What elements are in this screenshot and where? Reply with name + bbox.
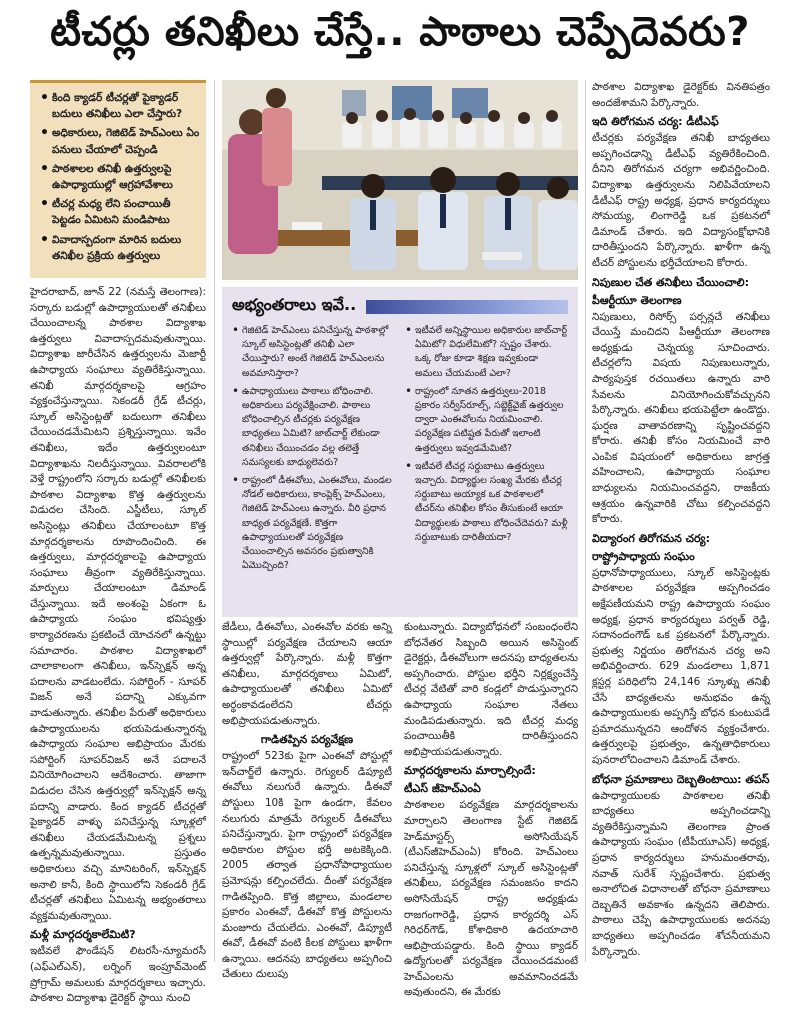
title-gradient-bar bbox=[366, 300, 568, 314]
article-paragraph: పాఠశాలల పర్యవేక్షణ మార్గదర్శకాలను మార్చాలని తెలంగాణ స్టేట్ గెజిటెడ్ హెడ్‌మాస్టర్స్ అసోసియేషన్ (టీఎస్‌జీహెచ్ఎంఏ) కోరింది. హెచ్ఎంలు పనిచేస్తున్న స్కూళ్లలో స్కూల్ అసిస్టెంట్లతో తనిఖీలు, పర్యవేక్షణ సమంజసం కాదని అసోసియేషన్ రాష్ట్ర అధ్యక్షుడు రాజగంగారెడ్డి, ప్రధాన కార్యదర్శి ఎస్ గిరిధర్‌గౌడ్, కోశాధికారి ఉదయాచారి ఆభిప్రాయపడ్డారు. కింది స్థాయి క్యాడర్ ఉద్యోగులతో పర్యవేక్షణ చేయించడమంటే హెచ్ఎంలను అవమానించడమే అవుతుందని, ఈ మేరకు bbox=[404, 799, 578, 999]
section-heading: ఇది తిరోగమన చర్య: డీటీఎఫ్ bbox=[592, 115, 719, 129]
article-column-1 bbox=[30, 285, 206, 1009]
objection-item: • ఇటీవలే అన్నిస్థాయిల అధికారుల జాబ్‌చార్ట్ ఏమిటో? విధులేమిటో? స్పష్టం చేశారు. ఒక్క రోజు కూడా శిక్షణ ఇవ్వకుండా అమలు చేయమంటే ఎలా? bbox=[405, 324, 568, 381]
article-paragraph: రాష్ట్రంలో 523కు పైగా ఎంఈవో పోస్టుల్లో ఇన్‌చార్జ్‌లే ఉన్నారు. రెగ్యులర్ డిప్యూటీ ఈవోలు నలుగురే ఉన్నారు. డీఈవో పోస్టులు 10కి పైగా ఉండగా, కేవలం నలుగురు మాత్రమే రెగ్యులర్ డీఈవోలు పనిచేస్తున్నారు. పైగా రాష్ట్రంలో పర్యవేక్షణ అధికారుల పోస్టుల భర్తీ అటకెక్కింది. 2005 తర్వాత ప్రధానోపాధ్యాయుల ప్రమోషన్లు కల్పించలేదు. దీంతో పర్యవేక్షణ గాడితప్పింది. కొత్త జిల్లాలు, మండలాల ప్రకారం ఎంఈవో, డీఈవో కొత్త పోస్టులను మంజూరు చేయలేదు. ఎంఈవో, డిప్యూటీ ఈవో, డీఈవో వంటి కీలక పోస్టులు ఖాళీగా ఉన్నాయి. ఆదనపు బాధ్యతలు అప్పగించి చేతులు దులుపు bbox=[222, 750, 392, 981]
section-heading: బోధనా ప్రమాణాలు దెబ్బతింటాయి: తపస్ bbox=[592, 772, 770, 786]
highlight-item: • వివాదాస్పదంగా మారిన బదులు తనిఖీల ప్రక్రియ ఉత్తర్వులు bbox=[40, 232, 200, 264]
highlight-item: • కింది క్యాడర్ టీచర్లతో పైక్యాడర్ బదులు తనిఖీలు ఎలా చేస్తారు? bbox=[40, 90, 200, 122]
section-subheading: రాష్ట్రోపాధ్యాయ సంఘం bbox=[592, 549, 695, 563]
highlight-item: • అధికారులు, గెజిటెడ్ హెచ్ఎంలు ఏం పనులు చేయాలో చెప్పండి bbox=[40, 125, 200, 157]
objection-item: • రాష్ట్రంలో డీఈవోలు, ఎంఈవోలు, మండల నోడల్ అధికారులు, కాంప్లెక్స్ హెచ్ఎంలు, గెజిటెడ్ హెచ్ఎంలు ఉన్నారు. వీరి ప్రధాన బాధ్యత పర్యవేక్షణే. కొత్తగా ఉపాధ్యాయులతో పర్యవేక్షణ చేయించాల్సిన అవసరం ప్రభుత్వానికి ఏమొచ్చింది? bbox=[232, 474, 395, 573]
objections-box bbox=[222, 287, 578, 617]
section-heading: మార్గదర్శకాలను మార్చాల్సిందే: bbox=[404, 764, 536, 778]
objection-item: • ఇటీవలే టీచర్ల సర్దుబాటు ఉత్తర్వులు ఇచ్చారు. విద్యార్థుల సంఖ్య మేరకు టీచర్ల సర్దుబాటు అయ్యాక ఒక పాఠశాలలో టీచర్‌ను తనిఖీల కోసం తీసుకుంటే ఆయా విద్యార్థులకు పాఠాలు బోధించేదెవరు? మళ్లీ సర్దుబాటుకు దారితీయదా? bbox=[405, 460, 568, 545]
article-paragraph: పాఠశాల విద్యాశాఖ డైరెక్టర్‌కు వినతిపత్రం అందజేశామని పేర్కొన్నారు. bbox=[592, 81, 770, 109]
section-heading: గాడితప్పిన పర్యవేక్షణ bbox=[260, 733, 354, 747]
highlights-box bbox=[30, 80, 206, 278]
column-rule bbox=[585, 80, 586, 962]
section-heading: మళ్లీ మార్గదర్శకాలేమిటి? bbox=[30, 928, 136, 942]
headline: టీచర్లు తనిఖీలు చేస్తే.. పాఠాలు చెప్పేదెవరు? bbox=[50, 9, 750, 55]
classroom-illustration bbox=[222, 80, 578, 280]
objections-right-list bbox=[405, 324, 568, 577]
objections-columns bbox=[232, 324, 568, 577]
section-subheading: పీఆర్టీయూ తెలంగాణ bbox=[592, 293, 682, 307]
classroom-photo bbox=[222, 80, 578, 280]
article-paragraph: జేడీలు, డీఈవోలు, ఎంఈవోల వరకు అన్ని స్థాయిల్లో పర్యవేక్షణ చేయాలని ఆయా ఉత్తర్వుల్లో పేర్కొన్నారు. మళ్లీ కొత్తగా తనిఖీలు, మార్గదర్శకాలు ఏమిటో, ఉపాధ్యాయులతో తనిఖీలు ఏమిటో అర్థంకావడంలేదని టీచర్లు అభిప్రాయపడుతున్నారు. bbox=[222, 621, 392, 727]
article-paragraph: ఇటీవలే ఫౌండేషన్ లిటరసీ-న్యూమరసీ (ఎఫ్ఎల్ఎన్), లర్నింగ్ ఇంప్రూవ్‌మెంట్ ప్రోగ్రామ్ అమలుకు మార్గదర్శకాలు ఇచ్చారు. పాఠశాల విద్యాశాఖ డైరెక్టర్ స్థాయి నుంచి bbox=[30, 945, 206, 1005]
highlight-item: • టీచర్ల మధ్య లేని పంచాయితీ పెట్టడం ఏమిటని మండిపాటు bbox=[40, 196, 200, 228]
objection-item: • గెజిటెడ్ హెచ్ఎంలు పనిచేస్తున్న పాఠశాల్లో స్కూల్ అసిస్టెంట్లతో తనిఖీ ఎలా చేయిస్తారు? అంటే గెజిటెడ్ హెచ్ఎంలను అవమానిస్తారా? bbox=[232, 324, 395, 381]
article-column-3 bbox=[404, 620, 578, 1003]
objection-item: • రాష్ట్రంలో నూతన ఉత్తర్వులు-2018 ప్రకారం సర్వీస్‌రూల్స్, సబ్జెక్ట్‌వైజ్ ఉత్తర్వుల ద్వారా ఎంఈవోలను నియమించాలి. పర్యవేక్షణ పటిష్టత పేరుతో ఇలాంటి ఉత్తర్వులు ఇవ్వడమేమిటి? bbox=[405, 385, 568, 456]
column-rule bbox=[214, 80, 215, 962]
highlights-list bbox=[40, 90, 200, 264]
article-column-4 bbox=[592, 80, 770, 962]
highlight-item: • పాఠశాలల తనిఖీ ఉత్తర్వులపై ఉపాధ్యాయుల్లో ఆగ్రహావేశాలు bbox=[40, 161, 200, 193]
section-heading: విద్యారంగ తిరోగమన చర్య: bbox=[592, 531, 710, 545]
article-paragraph: కుంటున్నారు. విద్యాబోధనలో సంబంధంలేని బోధనేతర సిబ్బంది అయిన అసిస్టెంట్ డైరెక్టర్లు, డీఈవోలుగా అదనపు బాధ్యతలను అప్పగించారు. పోస్టుల భర్తీని నిర్లక్ష్యంచేస్తే టీచర్ల వేటితో వారి కండ్లలో పొడుస్తున్నారని ఉపాధ్యాయ సంఘాల నేతలు మండిపడుతున్నారు. ఇది టీచర్ల మధ్య పంచాయితీకి దారితీస్తుందని అభిప్రాయపడుతున్నారు. bbox=[404, 621, 578, 758]
article-paragraph: హైదరాబాద్, జూన్ 22 (నమస్తే తెలంగాణ): సర్కారు బడుల్లో ఉపాధ్యాయులతో తనిఖీలు చేయించాలన్న పాఠశాల విద్యాశాఖ ఉత్తర్వులు వివాదాస్పదమవుతున్నాయి. విద్యాశాఖ జారీచేసిన ఉత్తర్వులను మెజార్టీ ఉపాధ్యాయ సంఘాలు వ్యతిరేకిస్తున్నాయి. తనిఖీ మార్గదర్శకాలపై ఆగ్రహం వ్యక్తంచేస్తున్నాయి. సెకండరీ గ్రేడ్ టీచర్లు, స్కూల్ అసిస్టెంట్లతో బదులుగా తనిఖీలు చేయించడమేమిటని ప్రశ్నిస్తున్నాయి. ఇవేం తనిఖీలు, ఇదేం ఉత్తర్వులంటూ విద్యాశాఖను నిలదీస్తున్నాయి. వివరాలలోకి వెళ్తే రాష్ట్రంలోని సర్కారు బడుల్లో తనిఖీలకు పాఠశాల విద్యాశాఖ కొత్త ఉత్తర్వులను విడుదల చేసింది. ఎస్జీటీలు, స్కూల్ అసిస్టెంట్లు తనిఖీలు చేయాలంటూ కొత్త మార్గదర్శకాలను రూపొందించింది. ఈ ఉత్తర్వులు, మార్గదర్శకాలపై ఉపాధ్యాయ సంఘాలు తీవ్రంగా వ్యతిరేకిస్తున్నాయి. మార్పులు చేయాలంటూ డిమాండ్ చేస్తున్నాయి. ఇదే అంశంపై ఏకంగా ఓ ఉపాధ్యాయ సంఘం భవిష్యత్తు కార్యాచరణను ప్రకటించే యోచనలో ఉన్నట్టు సమాచారం. పాఠశాల విద్యాశాఖలో చాలాకాలంగా తనిఖీలు, ఇన్‌స్పెక్షన్ అన్న పదాలను వాడటంలేదు. సపోర్టింగ్ - సూపర్ విజన్ అనే పదాన్ని ఎక్కువగా వాడుతున్నారు. తనిఖీల పేరుతో అధికారులు ఉపాధ్యాయులను భయపెడుతున్నారన్న ఉపాధ్యాయ సంఘాల అభిప్రాయం మేరకు సపోర్టింగ్ సూపర్‌విజన్ అనే పదాలనే వినియోగించాలని ఆదేశించారు. తాజాగా విడుదల చేసిన ఉత్తర్వుల్లో ఇన్‌స్పెక్షన్ అన్న పదాన్ని వాడారు. కింద క్యాడర్ టీచర్లతో పైక్యాడర్ వాళ్ళు పనిచేస్తున్న స్కూళ్లలో తనిఖీలు చేయడమేమిటన్న ప్రశ్నలు ఉత్పన్నమవుతున్నాయి. ప్రస్తుతం అధికారులు వచ్చి మానిటరింగ్, ఇన్‌స్పెక్షన్ అనాలి కానీ, కింది స్థాయిలోని సెకండరీ గ్రేడ్ టీచర్లతో తనిఖీలు ఏమిటన్న అభ్యంతరాలు వ్యక్తమవుతున్నాయి. bbox=[30, 286, 206, 922]
objections-left-list bbox=[232, 324, 395, 577]
article-paragraph: టీచర్లకు పర్యవేక్షణ తనిఖీ బాధ్యతలు అప్పగించడాన్ని డీటీఎఫ్ వ్యతిరేకించింది. దీనిని తిరోగమన చర్యగా అభివర్ణించింది. విద్యాశాఖ ఉత్తర్వులను నిలిపివేయాలని డీటీఎఫ్ రాష్ట్ర అధ్యక్ష, ప్రధాన కార్యదర్శులు సోమయ్య, లింగారెడ్డి ఒక ప్రకటనలో డిమాండ్ చేశారు. ఇది విద్యాసంక్షోభానికి దారితీస్తుందని పేర్కొన్నారు. ఖాళీగా ఉన్న టీచర్ పోస్టులను భర్తీచేయాలని కోరారు. bbox=[592, 132, 770, 269]
article-column-2 bbox=[222, 620, 392, 985]
objections-title bbox=[232, 295, 568, 318]
objections-title-text: అభ్యంతరాలు ఇవే.. bbox=[232, 295, 357, 314]
article-paragraph: నిపుణులు, రిసోర్స్ పర్సన్లచే తనిఖీలు చేయిస్తే మంచిదని పీఆర్టీయూ తెలంగాణ అధ్యక్షుడు చెన్నయ్య సూచించారు. టీచర్లలోని విషయ నిపుణులున్నారు, పాఠ్యపుస్తక రచయితలు ఉన్నారు వారి సేవలను వినియోగించుకోవచ్చునని పేర్కొన్నారు. తనిఖీలు భయపెట్టేలా ఉండొద్దు. ఘర్షణ వాతావరణాన్ని సృష్టించవద్దని కోరారు. తనిఖీ కోసం నియమించే వారి ఎంపిక విషయంలో అధికారులు జాగ్రత్త వహించాలని, ఉపాధ్యాయ సంఘాల బాధ్యులను నియమించవద్దని, రాజకీయ ఆశ్రయం ఉన్నవారికి చోటు కల్పించవద్దని కోరారు. bbox=[592, 310, 770, 526]
article-paragraph: ప్రధానోపాధ్యాయులు, స్కూల్ అసిస్టెంట్లకు పాఠశాలల పర్యవేక్షణ అప్పగించడం అక్షేపణీయమని రాష్ట్ర ఉపాధ్యాయ సంఘం అధ్యక్ష, ప్రధాన కార్యదర్శులు పర్వత్ రెడ్డి, సదానందంగౌడ్ ఒక ప్రకటనలో పేర్కొన్నారు. ప్రభుత్వ నిర్ణయం తిరోగమన చర్య అని అభివర్ణించారు. 629 మండలాలు 1,871 క్లస్టర్ల పరిధిలోని 24,146 స్కూళ్ను తనిఖీ చేసే బాధ్యతలను అనుభవం ఉన్న ఉపాధ్యాయులకు అప్పగిస్తే బోధన కుంటుపడే ప్రమాదమున్నదని ఆందోళన వ్యక్తంచేశారు. ఉత్తర్వులపై ప్రభుత్వం, ఉన్నతాధికారులు పునరాలోచించాలని డిమాండ్ చేశారు. bbox=[592, 566, 770, 766]
section-subheading: టీఎస్ జీహెచ్ఎంఏ bbox=[404, 782, 481, 796]
objection-item: • ఉపాధ్యాయులు పాఠాలు బోధించాలి. అధికారులు పర్యవేక్షించాలి. పాఠాలు బోధించాల్సిన టీచర్లకు పర్యవేక్షణ బాధ్యతలు ఏమిటి? జాబ్‌చార్ట్ లేకుండా తనిఖీలు చేయించడం వల్ల తలెత్తే సమస్యలకు బాధ్యులెవరు? bbox=[232, 385, 395, 470]
section-heading: నిపుణుల చేత తనిఖీలు చేయించాలి: bbox=[592, 275, 749, 289]
article-paragraph: ఉపాధ్యాయులకు పాఠశాలల తనిఖీ బాధ్యతలు అప్పగించడాన్ని వ్యతిరేకిస్తున్నామని తెలంగాణ ప్రాంత ఉపాధ్యాయ సంఘం (టీపీయూఎస్) అధ్యక్ష, ప్రధాన కార్యదర్శులు హనుమంతరావు, నవాత్ సురేశ్ స్పష్టంచేశారు. ప్రభుత్వ అనాలోచిత విధానాలతో బోధనా ప్రమాణాలు దెబ్బతినే అవకాశం ఉన్నదని తెలిపారు. పాఠాలు చెప్పే ఉపాధ్యాయులకు అదనపు బాధ్యతలు అప్పగించడం శోచనీయమని పేర్కొన్నారు. bbox=[592, 789, 770, 958]
